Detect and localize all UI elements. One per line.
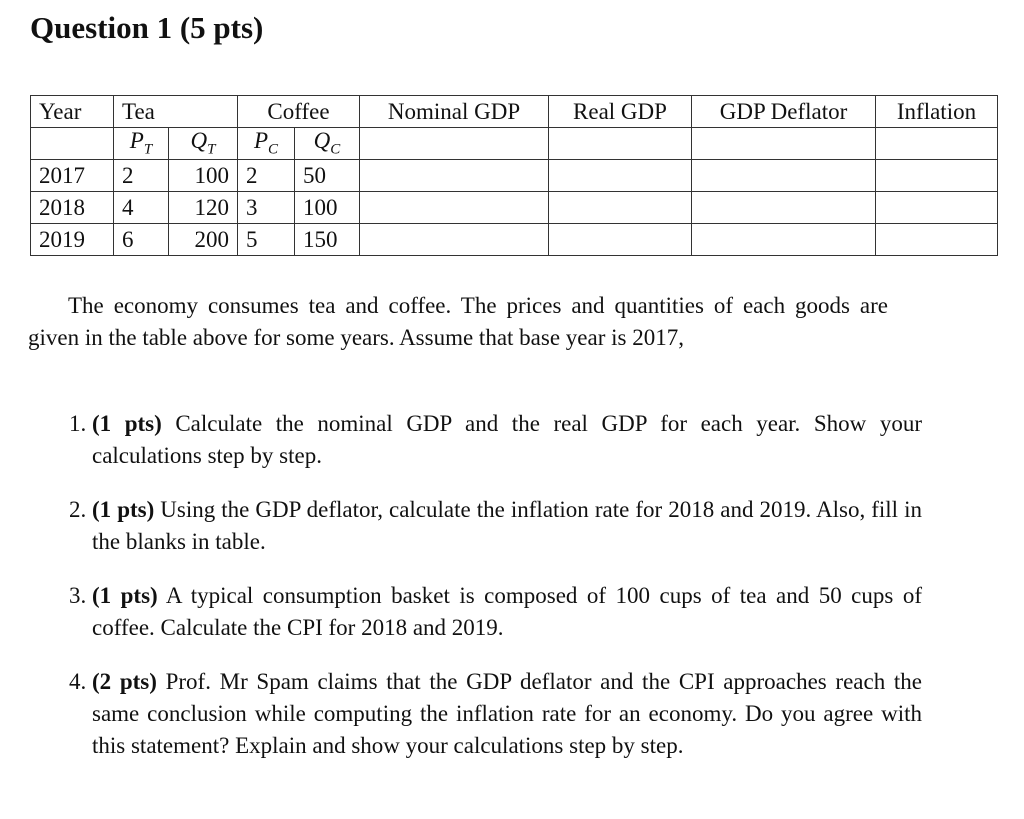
points-label: (2 pts) <box>92 669 157 694</box>
header-year: Year <box>31 96 114 128</box>
blank-cell <box>549 192 692 224</box>
cell-pc: 2 <box>238 160 295 192</box>
cell-pc: 5 <box>238 224 295 256</box>
cell-year: 2019 <box>31 224 114 256</box>
cell-qc: 150 <box>295 224 360 256</box>
header-nominal-gdp: Nominal GDP <box>360 96 549 128</box>
cell-pt: 6 <box>114 224 169 256</box>
blank-cell <box>549 224 692 256</box>
cell-qt: 200 <box>169 224 238 256</box>
intro-paragraph: The economy consumes tea and coffee. The prices and quantities of each goods are given in the table above for some years. Assume that base year is 2017, <box>28 293 888 350</box>
header-coffee: Coffee <box>238 96 360 128</box>
question-list <box>58 408 922 784</box>
cell-year: 2018 <box>31 192 114 224</box>
blank-cell <box>692 128 876 160</box>
subheader-pt: $P_T$ <box>114 128 169 160</box>
table-subheader-row <box>31 128 998 160</box>
points-label: (1 pts) <box>92 497 155 522</box>
blank-cell <box>549 160 692 192</box>
question-text: A typical consumption basket is composed of 100 cups of tea and 50 cups of coffee. Calculate the CPI for 2018 and 2019. <box>92 583 922 640</box>
blank-cell <box>360 128 549 160</box>
blank-cell <box>360 160 549 192</box>
table-row <box>31 224 998 256</box>
points-label: (1 pts) <box>92 411 162 436</box>
cell-qc: 50 <box>295 160 360 192</box>
question-item <box>92 494 922 558</box>
cell-qt: 100 <box>169 160 238 192</box>
blank-cell <box>360 192 549 224</box>
empty-cell <box>31 128 114 160</box>
table-row <box>31 160 998 192</box>
blank-cell <box>876 224 998 256</box>
subheader-qc: $Q_C$ <box>295 128 360 160</box>
question-item <box>92 666 922 762</box>
question-text: Using the GDP deflator, calculate the inflation rate for 2018 and 2019. Also, fill in the blanks in table. <box>92 497 922 554</box>
header-inflation: Inflation <box>876 96 998 128</box>
points-label: (1 pts) <box>92 583 158 608</box>
header-real-gdp: Real GDP <box>549 96 692 128</box>
header-gdp-deflator: GDP Deflator <box>692 96 876 128</box>
cell-year: 2017 <box>31 160 114 192</box>
blank-cell <box>876 128 998 160</box>
subheader-pc: $P_C$ <box>238 128 295 160</box>
table-header-row <box>31 96 998 128</box>
cell-pt: 4 <box>114 192 169 224</box>
data-table <box>30 95 998 256</box>
cell-qc: 100 <box>295 192 360 224</box>
question-item <box>92 580 922 644</box>
cell-pt: 2 <box>114 160 169 192</box>
blank-cell <box>692 224 876 256</box>
header-tea: Tea <box>114 96 238 128</box>
question-text: Calculate the nominal GDP and the real GDP for each year. Show your calculations step by step. <box>92 411 922 468</box>
blank-cell <box>549 128 692 160</box>
question-title: Question 1 (5 pts) <box>30 10 264 45</box>
blank-cell <box>692 192 876 224</box>
cell-pc: 3 <box>238 192 295 224</box>
blank-cell <box>876 160 998 192</box>
question-item <box>92 408 922 472</box>
subheader-qt: $Q_T$ <box>169 128 238 160</box>
table-row <box>31 192 998 224</box>
cell-qt: 120 <box>169 192 238 224</box>
blank-cell <box>692 160 876 192</box>
blank-cell <box>876 192 998 224</box>
question-text: Prof. Mr Spam claims that the GDP deflator and the CPI approaches reach the same conclusion while computing the inflation rate for an economy. Do you agree with this statement? Explain and show your calculations step by step. <box>92 669 922 758</box>
blank-cell <box>360 224 549 256</box>
